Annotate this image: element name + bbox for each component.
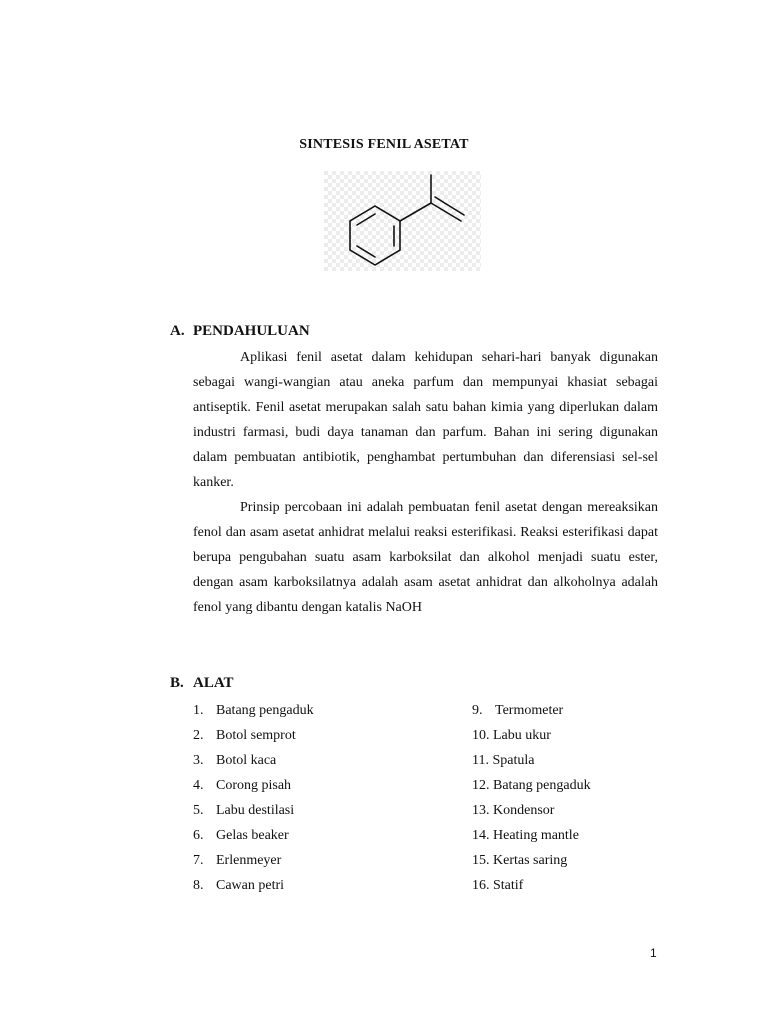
item-label: Termometer bbox=[495, 703, 564, 718]
item-number: 13. bbox=[472, 803, 490, 818]
item-label: Cawan petri bbox=[216, 878, 285, 893]
section-a-title: PENDAHULUAN bbox=[193, 323, 310, 339]
item-number: 14. bbox=[472, 828, 490, 843]
item-label: Heating mantle bbox=[493, 828, 579, 843]
item-label: Erlenmeyer bbox=[216, 853, 282, 868]
item-label: Botol kaca bbox=[216, 753, 277, 768]
intro-paragraph-2 bbox=[193, 495, 658, 620]
item-number: 4. bbox=[193, 778, 204, 793]
list-item bbox=[193, 748, 276, 773]
item-number: 8. bbox=[193, 878, 204, 893]
styrene-structure-icon bbox=[324, 171, 481, 271]
item-number: 1. bbox=[193, 703, 204, 718]
item-number: 11. bbox=[472, 753, 489, 768]
list-item bbox=[193, 798, 294, 823]
item-label: Labu destilasi bbox=[216, 803, 295, 818]
section-b-title: ALAT bbox=[193, 675, 234, 691]
list-item bbox=[193, 773, 291, 798]
item-number: 7. bbox=[193, 853, 204, 868]
item-label: Gelas beaker bbox=[216, 828, 289, 843]
list-item bbox=[472, 823, 579, 848]
item-number: 10. bbox=[472, 728, 490, 743]
list-item bbox=[472, 723, 551, 748]
list-item bbox=[193, 873, 284, 898]
item-label: Batang pengaduk bbox=[216, 703, 314, 718]
list-item bbox=[472, 798, 554, 823]
item-number: 16. bbox=[472, 878, 490, 893]
list-item bbox=[472, 698, 563, 723]
item-number: 9. bbox=[472, 703, 483, 718]
section-b-letter: B. bbox=[170, 675, 184, 691]
item-label: Batang pengaduk bbox=[493, 778, 591, 793]
item-number: 15. bbox=[472, 853, 490, 868]
item-label: Labu ukur bbox=[493, 728, 551, 743]
list-item bbox=[193, 823, 289, 848]
section-a-letter: A. bbox=[170, 323, 185, 339]
intro-paragraph-1 bbox=[193, 345, 658, 495]
list-item bbox=[193, 698, 314, 723]
section-b-heading bbox=[170, 675, 234, 692]
list-item bbox=[472, 873, 523, 898]
item-number: 6. bbox=[193, 828, 204, 843]
item-number: 5. bbox=[193, 803, 204, 818]
list-item bbox=[193, 723, 296, 748]
paragraph-1-text: Aplikasi fenil asetat dalam kehidupan sehari-hari banyak digunakan sebagai wangi-wangian atau aneka parfum dan mempunyai khasiat sebagai antiseptik. Fenil asetat merupakan salah satu bahan kimia yang diperlukan dalam industri farmasi, budi daya tanaman dan parfum. Bahan ini sering digunakan dalam pembuatan antibiotik, penghambat pertumbuhan dan diferensiasi sel-sel kanker. bbox=[193, 350, 658, 490]
list-item bbox=[472, 748, 534, 773]
section-a-heading bbox=[170, 323, 310, 340]
list-item bbox=[193, 848, 281, 873]
item-number: 2. bbox=[193, 728, 204, 743]
paragraph-2-text: Prinsip percobaan ini adalah pembuatan fenil asetat dengan mereaksikan fenol dan asam asetat anhidrat melalui reaksi esterifikasi. Reaksi esterifikasi dapat berupa pengubahan suatu asam karboksilat dan alkohol menjadi suatu ester, dengan asam karboksilatnya adalah asam asetat anhidrat dan alkoholnya adalah fenol yang dibantu dengan katalis NaOH bbox=[193, 500, 658, 615]
item-label: Botol semprot bbox=[216, 728, 296, 743]
item-label: Kertas saring bbox=[493, 853, 568, 868]
item-label: Corong pisah bbox=[216, 778, 292, 793]
item-number: 12. bbox=[472, 778, 490, 793]
page-number: 1 bbox=[650, 946, 657, 960]
item-label: Statif bbox=[493, 878, 524, 893]
item-number: 3. bbox=[193, 753, 204, 768]
list-item bbox=[472, 773, 591, 798]
item-label: Kondensor bbox=[493, 803, 555, 818]
document-title: SINTESIS FENIL ASETAT bbox=[299, 137, 469, 152]
list-item bbox=[472, 848, 567, 873]
item-label: Spatula bbox=[492, 753, 535, 768]
